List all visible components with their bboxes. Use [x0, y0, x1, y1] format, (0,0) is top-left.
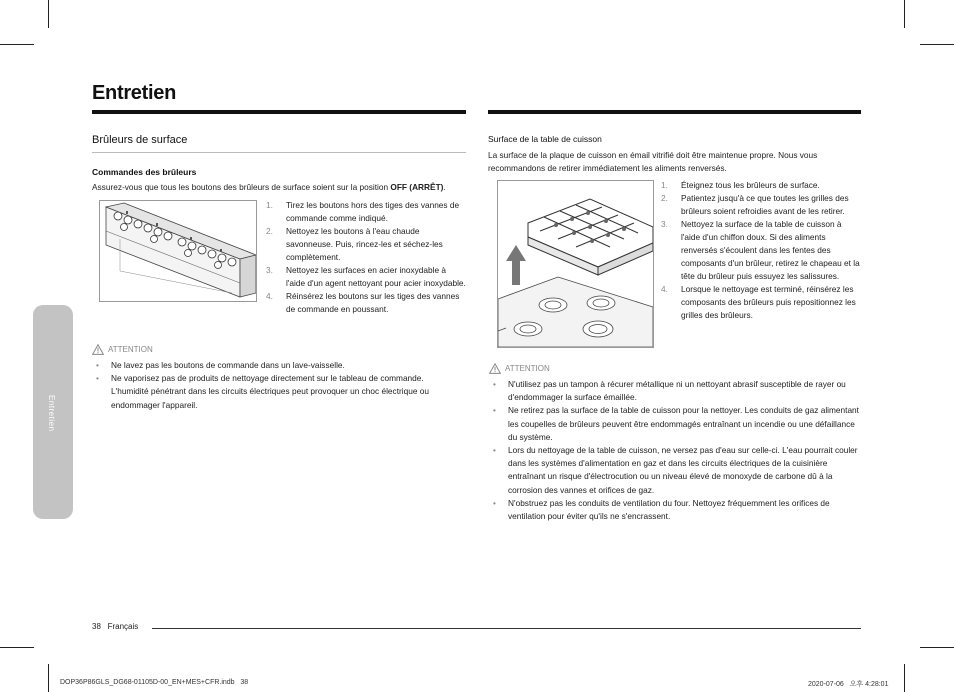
footer-rule [152, 628, 861, 629]
step-number: 1. [661, 180, 668, 190]
bullet: • [493, 497, 496, 508]
step-item [661, 179, 861, 192]
left-warnings [92, 359, 452, 412]
step-number: 1. [266, 200, 273, 210]
attention-label: ATTENTION [505, 364, 550, 373]
step-text: Nettoyez la surface de la table de cuisson à l'aide d'un chiffon doux. Si des aliments renversés s'écoulent dans les fentes des composants d'un brûleur, retirez le chapeau et la tête du brûleur puis essuyez les salissures. [681, 219, 860, 281]
right-warnings [489, 378, 861, 523]
crop-mark [48, 664, 49, 692]
step-text: Réinsérez les boutons sur les tiges des vannes de commande en poussant. [286, 291, 460, 314]
warning-triangle-icon [92, 344, 104, 355]
crop-mark [904, 664, 905, 692]
footer-language: Français [107, 622, 139, 631]
warning-text: Lors du nettoyage de la table de cuisson, ne versez pas d'eau sur celle-ci. L'eau pourrait couler dans les systèmes d'alimentation en gaz et dans les circuits électriques de la cuisinière entraînant un risque d'électrocution ou un niveau élevé de monoxyde de carbone dû à la corrosion des vannes et orifices de gaz. [508, 445, 858, 495]
crop-mark [920, 44, 954, 45]
step-item [266, 290, 466, 316]
warning-text: Ne vaporisez pas de produits de nettoyage directement sur le tableau de commande. L'humidité pénétrant dans les circuits électriques peut provoquer un choc électrique ou endommager l'appareil. [111, 373, 429, 410]
attention-label: ATTENTION [108, 345, 153, 354]
step-number: 3. [266, 265, 273, 275]
bullet: • [493, 405, 496, 416]
page-number: 38 [92, 622, 101, 631]
warning-item [489, 497, 861, 523]
right-intro: La surface de la plaque de cuisson en émail vitrifié doit être maintenue propre. Nous vous recommandons de retirer immédiatement les aliments renversés. [488, 150, 818, 173]
cooktop-illustration [497, 180, 654, 348]
step-item [661, 283, 861, 322]
title-rule-right [488, 110, 861, 114]
step-text: Nettoyez les surfaces en acier inoxydable à l'aide d'un agent nettoyant pour acier inoxydable. [286, 265, 466, 288]
warning-triangle-icon [489, 363, 501, 374]
step-number: 2. [661, 193, 668, 203]
step-text: Patientez jusqu'à ce que toutes les grilles des brûleurs soient refroidies avant de les retirer. [681, 193, 849, 216]
step-item [661, 218, 861, 283]
warning-text: Ne retirez pas la surface de la table de cuisson pour la nettoyer. Les conduits de gaz alimentant les coupelles de brûleurs peuvent être endommagés entraînant un incendie ou une défaillance du système. [508, 405, 859, 442]
intro-paragraph [92, 181, 472, 194]
intro-bold: OFF (ARRÊT) [390, 182, 444, 192]
step-text: Nettoyez les boutons à l'eau chaude savonneuse. Puis, rincez-les et séchez-les complètement. [286, 226, 443, 262]
step-text: Tirez les boutons hors des tiges des vannes de commande comme indiqué. [286, 200, 460, 223]
section-title: Brûleurs de surface [92, 134, 188, 146]
crop-mark [48, 0, 49, 28]
side-tab-label: Entretien [47, 395, 56, 432]
left-steps [266, 199, 466, 316]
warning-text: N'utilisez pas un tampon à récurer métallique ni un nettoyant abrasif susceptible de rayer ou d'endommager la surface émaillée. [508, 379, 846, 403]
step-number: 2. [266, 226, 273, 236]
section-rule [92, 152, 466, 153]
step-text: Lorsque le nettoyage est terminé, réinsérez les composants des brûleurs puis repositionnez les grilles des brûleurs. [681, 284, 856, 320]
page-footer [92, 622, 138, 631]
warning-text: Ne lavez pas les boutons de commande dans un lave-vaisselle. [111, 360, 345, 370]
step-number: 4. [661, 284, 668, 294]
step-number: 3. [661, 219, 668, 229]
right-subsection-title: Surface de la table de cuisson [488, 134, 602, 144]
step-item [661, 192, 861, 218]
bullet: • [493, 445, 496, 456]
warning-item [489, 378, 861, 404]
crop-mark [0, 647, 34, 648]
up-arrow-icon [506, 245, 526, 285]
crop-mark [904, 0, 905, 28]
file-info: DOP36P86GLS_DG68-01105D-00_EN+MES+CFR.indb 38 [60, 679, 249, 686]
knobs-drawing [100, 201, 256, 301]
control-knobs-illustration [99, 200, 257, 302]
warning-text: N'obstruez pas les conduits de ventilation du four. Nettoyez fréquemment les orifices de ventilation pour éviter qu'ils ne s'encrassent. [508, 497, 830, 522]
step-text: Éteignez tous les brûleurs de surface. [681, 180, 820, 190]
print-date: 2020-07-06 오후 4:28:01 [808, 681, 889, 688]
crop-mark [920, 647, 954, 648]
bullet: • [493, 379, 496, 389]
warning-item [489, 404, 861, 444]
bullet: • [96, 360, 99, 370]
title-rule-left [92, 110, 466, 114]
intro-text: Assurez-vous que tous les boutons des brûleurs de surface soient sur la position [92, 182, 391, 192]
page-title: Entretien [92, 82, 176, 104]
bullet: • [96, 373, 99, 384]
attention-heading [92, 344, 153, 355]
warning-item [92, 359, 452, 372]
crop-mark [0, 44, 34, 45]
warning-item [489, 444, 861, 497]
intro-suffix: . [443, 182, 446, 192]
warning-item [92, 372, 452, 412]
step-number: 4. [266, 291, 273, 301]
step-item [266, 225, 466, 264]
right-steps [661, 179, 861, 322]
step-item [266, 199, 466, 225]
cooktop-drawing [498, 181, 653, 347]
step-item [266, 264, 466, 290]
right-attention-heading [489, 363, 550, 374]
side-tab [33, 305, 73, 519]
subsection-title: Commandes des brûleurs [92, 167, 197, 177]
